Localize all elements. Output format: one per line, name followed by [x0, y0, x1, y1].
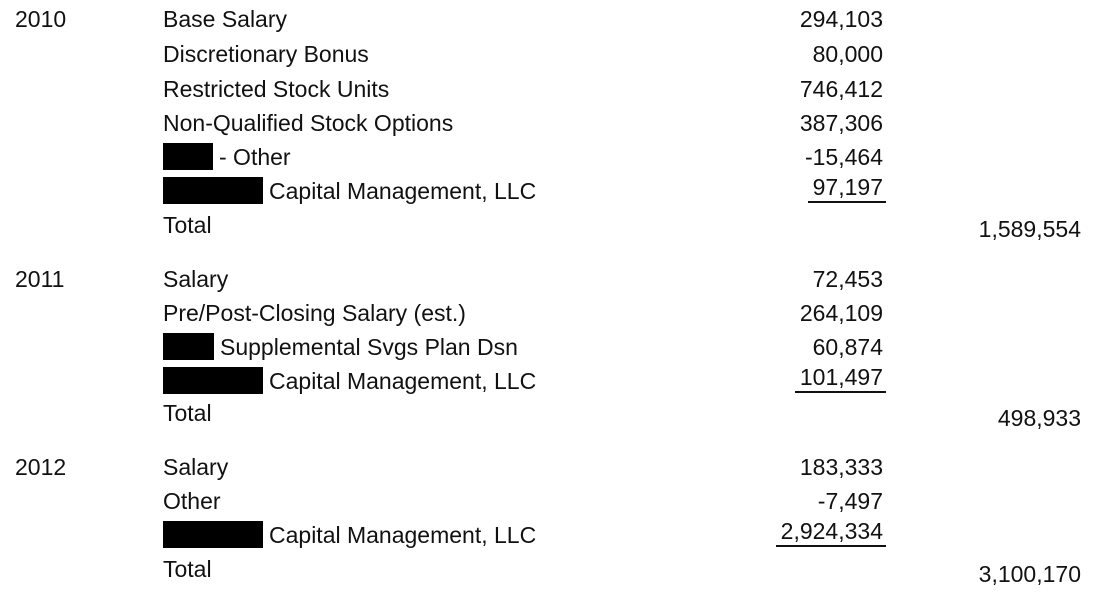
- total-row: [0, 396, 1096, 430]
- item-amount: -7,497: [817, 488, 883, 514]
- item-label-wrap: [163, 364, 536, 398]
- total-label: Total: [163, 400, 212, 426]
- item-label-wrap: [163, 174, 536, 208]
- item-amount: 80,000: [812, 41, 883, 67]
- line-item: [0, 262, 1096, 296]
- item-label: Salary: [163, 266, 229, 292]
- total-amount: 498,933: [997, 405, 1081, 431]
- item-amount: -15,464: [804, 144, 883, 170]
- item-amount: 264,109: [799, 300, 883, 326]
- line-item: [0, 37, 1096, 71]
- line-item: [0, 106, 1096, 140]
- line-item: [0, 296, 1096, 330]
- item-label-wrap: [163, 330, 518, 364]
- line-item: [0, 364, 1096, 398]
- item-amount: 387,306: [799, 110, 883, 136]
- item-amount: 183,333: [799, 454, 883, 480]
- item-label: Non-Qualified Stock Options: [163, 110, 454, 136]
- item-label: Capital Management, LLC: [269, 522, 537, 548]
- line-item: [0, 72, 1096, 106]
- total-amount: 3,100,170: [978, 561, 1081, 587]
- year-label: 2011: [15, 266, 65, 292]
- item-amount: 101,497: [795, 364, 886, 393]
- redaction-block: [163, 367, 263, 394]
- total-label: Total: [163, 212, 212, 238]
- item-amount: 294,103: [799, 6, 883, 32]
- item-label: Supplemental Svgs Plan Dsn: [220, 334, 518, 360]
- redaction-block: [163, 143, 213, 170]
- year-label: 2012: [15, 454, 67, 480]
- total-row: [0, 208, 1096, 242]
- line-item: [0, 330, 1096, 364]
- item-label: Base Salary: [163, 6, 288, 32]
- line-item: [0, 2, 1096, 36]
- redaction-block: [163, 521, 263, 548]
- item-amount: 746,412: [799, 76, 883, 102]
- item-amount: 97,197: [808, 174, 886, 203]
- item-label: Capital Management, LLC: [269, 368, 537, 394]
- redaction-block: [163, 333, 214, 360]
- item-label-wrap: [163, 518, 536, 552]
- item-label: Salary: [163, 454, 229, 480]
- item-label: Discretionary Bonus: [163, 41, 369, 67]
- total-amount: 1,589,554: [978, 216, 1081, 242]
- item-label: - Other: [219, 144, 291, 170]
- item-amount: 72,453: [812, 266, 883, 292]
- year-label: 2010: [15, 6, 67, 32]
- redaction-block: [163, 177, 263, 204]
- item-label-wrap: [163, 140, 291, 174]
- item-label: Restricted Stock Units: [163, 76, 390, 102]
- line-item: [0, 174, 1096, 208]
- line-item: [0, 484, 1096, 518]
- item-label: Pre/Post-Closing Salary (est.): [163, 300, 466, 326]
- item-label: Capital Management, LLC: [269, 178, 537, 204]
- item-amount: 2,924,334: [776, 518, 886, 547]
- line-item: [0, 140, 1096, 174]
- item-label: Other: [163, 488, 221, 514]
- line-item: [0, 518, 1096, 552]
- line-item: [0, 450, 1096, 484]
- total-row: [0, 552, 1096, 586]
- item-amount: 60,874: [812, 334, 883, 360]
- total-label: Total: [163, 556, 212, 582]
